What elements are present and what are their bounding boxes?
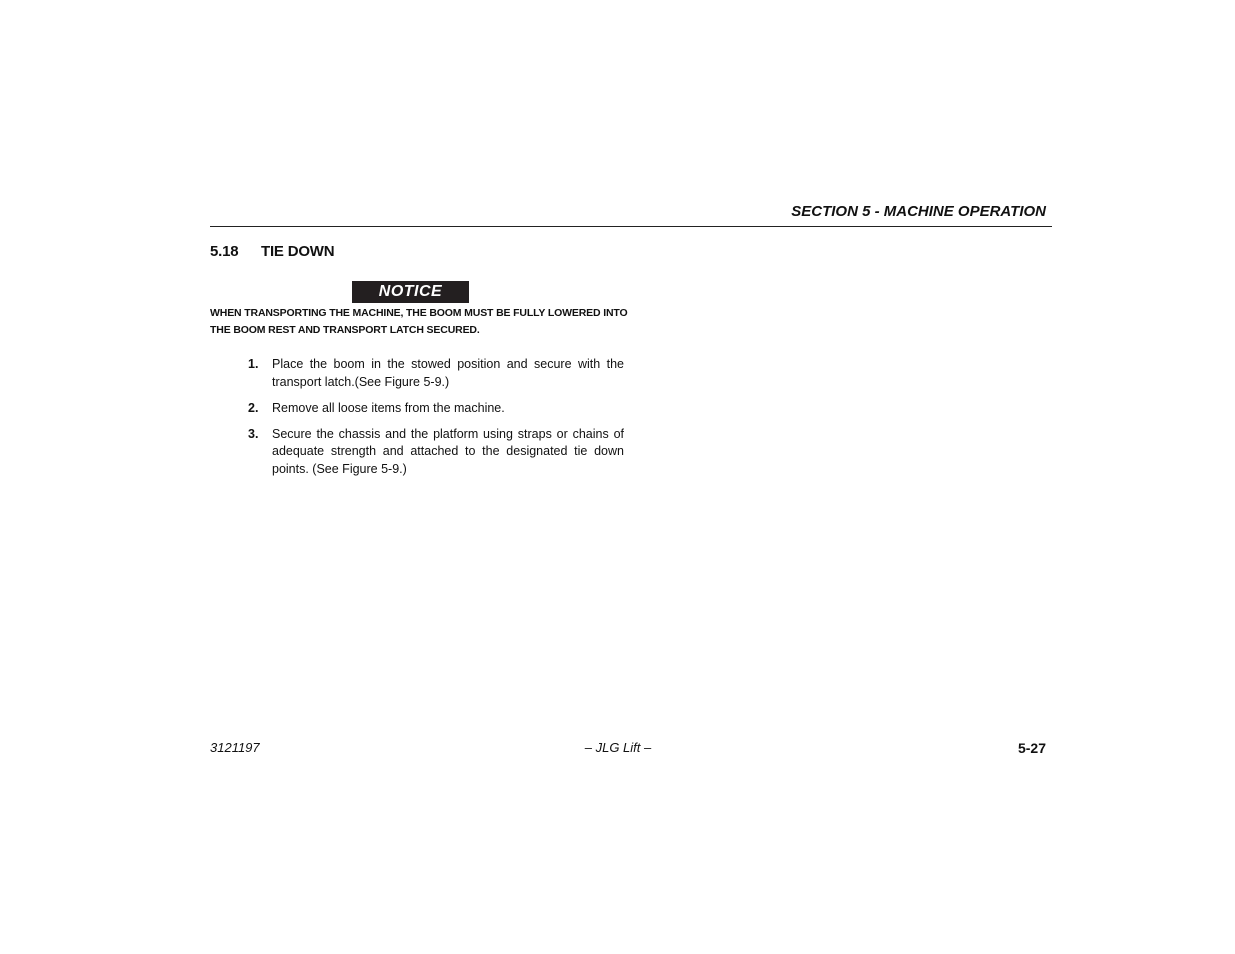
- step-text: Place the boom in the stowed position and secure with the transport latch.(See Figure 5-9.): [272, 357, 624, 389]
- step-text: Remove all loose items from the machine.: [272, 400, 505, 415]
- footer-page-number: 5-27: [1017, 740, 1046, 756]
- notice-badge: NOTICE: [352, 281, 469, 303]
- section-title: TIE DOWN: [261, 243, 335, 260]
- procedure-steps: [210, 356, 624, 487]
- section-heading: [210, 242, 334, 262]
- header-divider: [210, 226, 1052, 227]
- step-number: 3.: [248, 426, 259, 441]
- footer-brand: – JLG Lift –: [584, 740, 652, 755]
- step-item: [210, 356, 624, 391]
- footer-doc-number: 3121197: [210, 740, 260, 755]
- section-number: 5.18: [210, 243, 239, 260]
- step-number: 1.: [248, 357, 259, 371]
- step-text: Secure the chassis and the platform using straps or chains of adequate strength and attached to the designated tie down points. (See Figure 5-9.): [272, 426, 624, 476]
- notice-text: WHEN TRANSPORTING THE MACHINE, THE BOOM MUST BE FULLY LOWERED INTO THE BOOM REST AND TRANSPORT LATCH SECURED.: [210, 307, 628, 336]
- step-item: [210, 400, 624, 418]
- step-item: [210, 426, 624, 479]
- step-number: 2.: [248, 400, 259, 415]
- section-header-title: SECTION 5 - MACHINE OPERATION: [791, 203, 1046, 220]
